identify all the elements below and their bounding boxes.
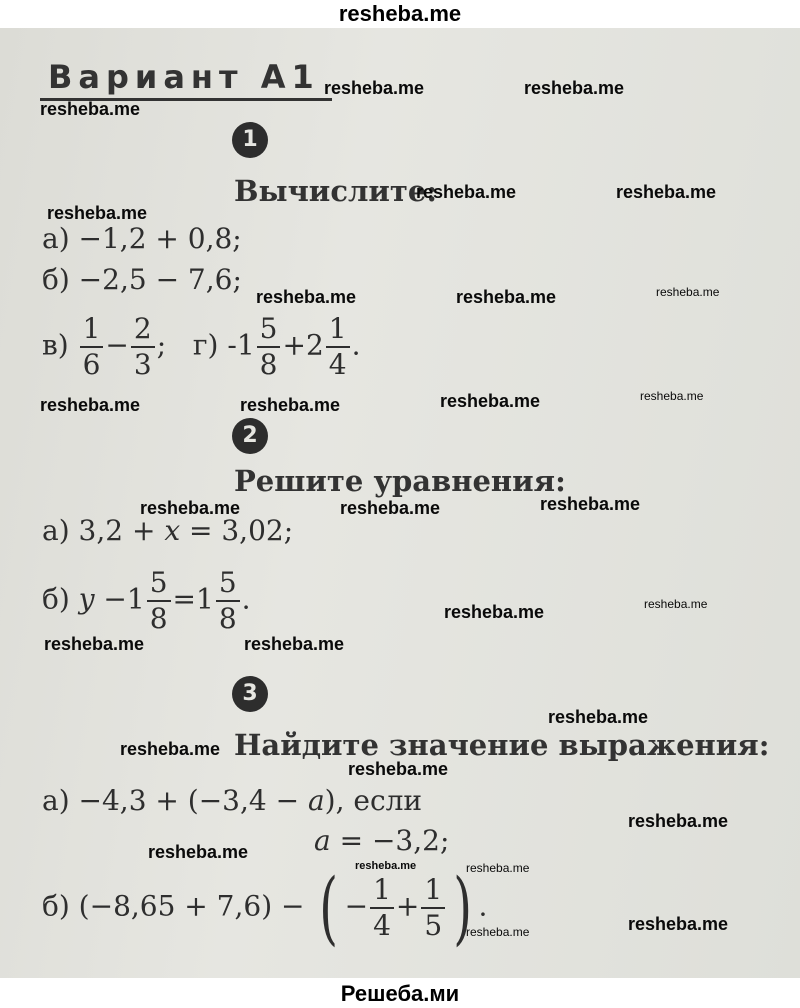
watermark: resheba.me	[628, 914, 729, 934]
watermark: resheba.me	[324, 78, 425, 98]
site-header: resheba.me	[338, 1, 462, 26]
watermark: resheba.me	[524, 78, 625, 98]
task1-c-label: в)	[42, 328, 69, 362]
watermark: resheba.me	[244, 634, 345, 654]
variant-title: Вариант А1	[48, 58, 320, 96]
watermark: resheba.me	[140, 498, 241, 518]
watermark: resheba.me	[640, 389, 704, 403]
fraction: $\frac{2}{3}$	[131, 312, 155, 382]
task1-item-cd: в) $\frac{1}{6}$ − $\frac{2}{3}$ ; г) -1 $\frac{5}{8}$ +2 $\frac{1}{4}$ .	[42, 312, 361, 381]
watermark: resheba.me	[644, 597, 708, 611]
watermark: resheba.me	[456, 287, 557, 307]
watermark: resheba.me	[148, 842, 249, 862]
watermark: resheba.me	[466, 861, 530, 875]
fraction: $\frac{1}{5}$	[421, 873, 445, 943]
site-footer: Решеба.ми	[340, 981, 460, 1006]
watermark: resheba.me	[540, 494, 641, 514]
watermark: resheba.me	[120, 739, 221, 759]
fraction: $\frac{1}{4}$	[370, 873, 394, 943]
watermark: resheba.me	[256, 287, 357, 307]
watermark: resheba.me	[340, 498, 441, 518]
task2-item-b: б) y −1 $\frac{5}{8}$ =1 $\frac{5}{8}$ .	[42, 566, 251, 635]
task1-heading: Вычислите:	[234, 174, 438, 208]
watermark: resheba.me	[240, 395, 341, 415]
fraction: $\frac{5}{8}$	[216, 566, 240, 636]
watermark: resheba.me	[348, 759, 449, 779]
task2-number-badge: 2	[232, 418, 268, 454]
watermark: resheba.me	[40, 99, 141, 119]
watermark: resheba.me	[440, 391, 541, 411]
task3-number-badge: 3	[232, 676, 268, 712]
task3-heading: Найдите значение выражения:	[234, 728, 770, 762]
watermark: resheba.me	[40, 395, 141, 415]
task2-item-a: а) 3,2 + x = 3,02;	[42, 514, 294, 547]
watermark: resheba.me	[656, 285, 720, 299]
task1-d-label: г)	[192, 328, 219, 362]
task3-item-b: б) (−8,65 + 7,6) − ( − $\frac{1}{4}$ + $\frac{1}{5}$ ) .	[42, 861, 488, 954]
task2-heading: Решите уравнения:	[234, 464, 566, 498]
watermark: resheba.me	[628, 811, 729, 831]
watermark: resheba.me	[47, 203, 148, 223]
watermark: resheba.me	[44, 634, 145, 654]
fraction: $\frac{5}{8}$	[147, 566, 171, 636]
watermark: resheba.me	[616, 182, 717, 202]
task3-item-a: а) −4,3 + (−3,4 − a), если	[42, 784, 423, 817]
watermark: resheba.me	[444, 602, 545, 622]
fraction: $\frac{5}{8}$	[257, 312, 281, 382]
task3-item-a-condition: a = −3,2;	[314, 824, 450, 857]
fraction: $\frac{1}{4}$	[326, 312, 350, 382]
watermark: resheba.me	[416, 182, 517, 202]
watermark: resheba.me	[355, 860, 417, 872]
task1-item-b: б) −2,5 − 7,6;	[42, 263, 242, 296]
task1-number-badge: 1	[232, 122, 268, 158]
fraction: $\frac{1}{6}$	[80, 312, 104, 382]
watermark: resheba.me	[466, 925, 530, 939]
task1-item-a: а) −1,2 + 0,8;	[42, 222, 242, 255]
watermark: resheba.me	[548, 707, 649, 727]
